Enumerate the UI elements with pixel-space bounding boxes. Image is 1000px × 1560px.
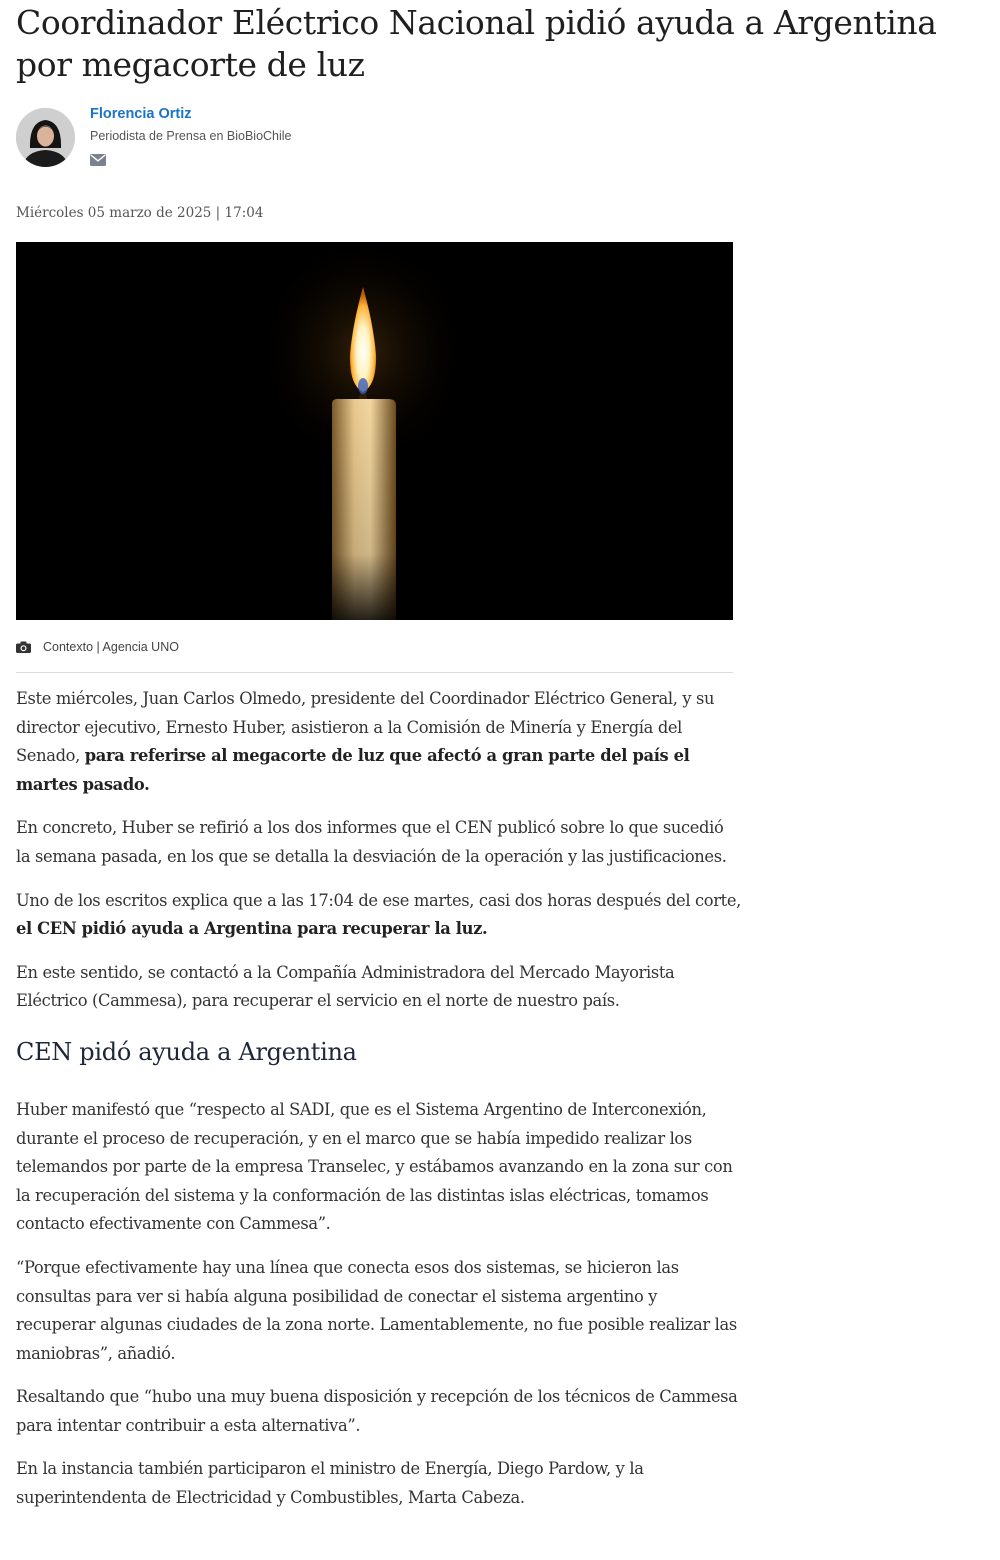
- caption-text: Contexto | Agencia UNO: [43, 640, 179, 654]
- article-body: [16, 685, 741, 1528]
- body-paragraph: Resaltando que “hubo una muy buena disposición y recepción de los técnicos de Cammesa para intentar contribuir a esta alternativa”.: [16, 1387, 738, 1435]
- envelope-icon[interactable]: [90, 154, 106, 166]
- body-paragraph: [16, 685, 741, 799]
- author-portrait-icon: [16, 108, 75, 167]
- publication-date: Miércoles 05 marzo de 2025 | 17:04: [16, 205, 264, 221]
- body-text: Uno de los escritos explica que a las 17:04 de ese martes, casi dos horas después del corte,: [16, 890, 741, 910]
- body-paragraph: Huber manifestó que “respecto al SADI, que es el Sistema Argentino de Interconexión, durante el proceso de recuperación, y en el marco que se había impedido realizar los telemandos por parte de la empresa Transelec, y estábamos avanzando en la zona sur con la recuperación del sistema y la conformación de las distintas islas eléctricas, tomamos contacto efectivamente con Cammesa”.: [16, 1099, 733, 1234]
- image-caption: [16, 637, 733, 657]
- body-paragraph: En este sentido, se contactó a la Compañía Administradora del Mercado Mayorista Eléctrico (Cammesa), para recuperar el servicio en el norte de nuestro país.: [16, 962, 675, 1011]
- article-title: Coordinador Eléctrico Nacional pidió ayuda a Argentina por megacorte de luz: [16, 3, 937, 84]
- body-text: Este miércoles, Juan Carlos Olmedo, presidente del Coordinador Eléctrico General, y su director ejecutivo, Ernesto Huber, asistieron a la Comisión de Minería y Energía del Senado,: [16, 689, 715, 766]
- author-name-link[interactable]: Florencia Ortiz: [90, 106, 192, 122]
- body-bold-text: el CEN pidió ayuda a Argentina para recuperar la luz.: [16, 919, 488, 939]
- author-role: Periodista de Prensa en BioBioChile: [90, 129, 292, 143]
- section-subheading: CEN pidó ayuda a Argentina: [16, 1037, 357, 1066]
- camera-icon: [16, 641, 31, 653]
- body-paragraph: En concreto, Huber se refirió a los dos informes que el CEN publicó sobre lo que sucedió la semana pasada, en los que se detalla la desviación de la operación y las justificaciones.: [16, 818, 727, 866]
- author-avatar[interactable]: [16, 108, 75, 167]
- article-hero-image: [16, 242, 733, 620]
- candle-flame-photo: [16, 242, 733, 620]
- body-bold-text: para referirse al megacorte de luz que afectó a gran parte del país el martes pasado.: [16, 746, 690, 794]
- body-paragraph: En la instancia también participaron el ministro de Energía, Diego Pardow, y la superintendenta de Electricidad y Combustibles, Marta Cabeza.: [16, 1459, 644, 1508]
- body-paragraph: [16, 887, 741, 944]
- caption-divider: [16, 672, 733, 673]
- body-paragraph: “Porque efectivamente hay una línea que conecta esos dos sistemas, se hicieron las consultas para ver si había alguna posibilidad de conectar el sistema argentino y recuperar algunas ciudades de la zona norte. Lamentablemente, no fue posible realizar las maniobras”, añadió.: [16, 1257, 737, 1363]
